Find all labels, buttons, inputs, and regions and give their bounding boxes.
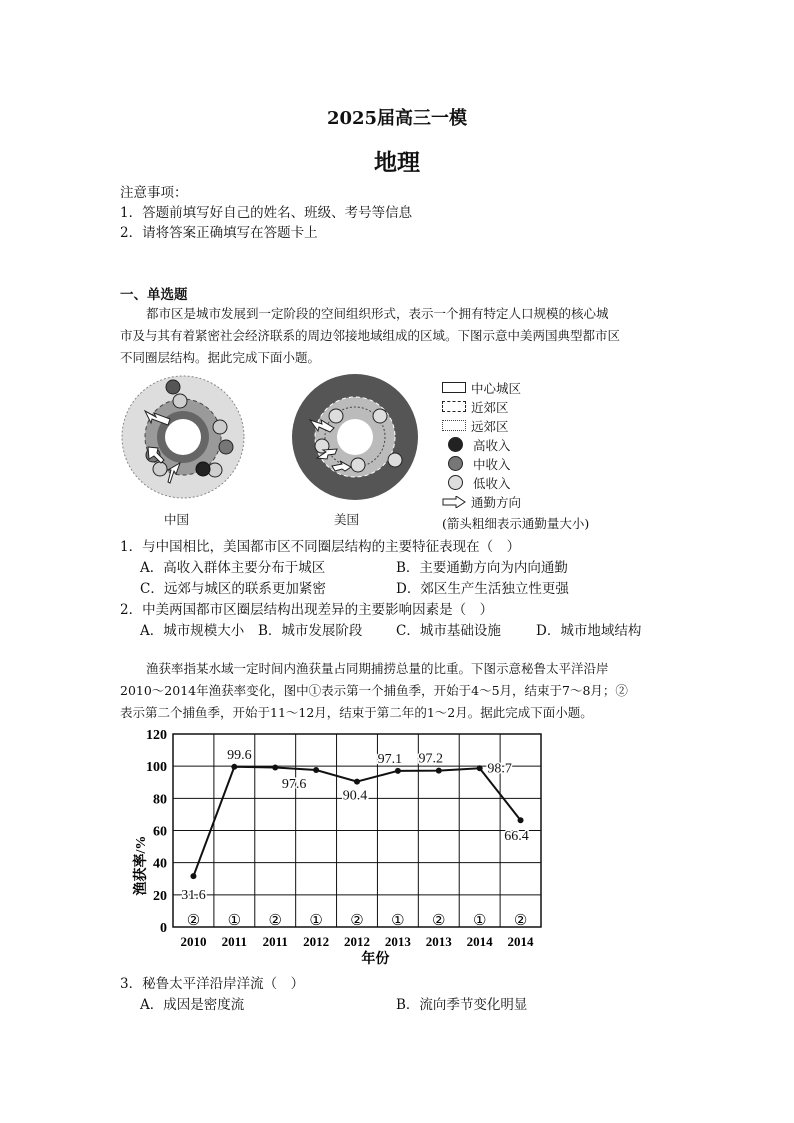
exam-title: 2025届高三一模: [326, 108, 468, 129]
season-marker: ②: [432, 913, 446, 929]
notice-item: 2．请将答案正确填写在答题卡上: [120, 225, 318, 241]
legend-commute: 通勤方向: [471, 494, 522, 510]
q1-stem: 1．与中国相比，美国都市区不同圈层结构的主要特征表现在（ ）: [120, 539, 521, 555]
q2-option-b: B．城市发展阶段: [258, 623, 363, 639]
season-marker: ①: [472, 913, 487, 929]
q2-stem: 2．中美两国都市区圈层结构出现差异的主要影响因素是（ ）: [120, 602, 494, 618]
q2-option-c: C．城市基础设施: [396, 623, 501, 639]
y-tick-label: 120: [146, 728, 167, 743]
passage-2: [120, 658, 680, 724]
notice-item: 1．答题前填写好自己的姓名、班级、考号等信息: [120, 205, 413, 221]
y-tick-label: 40: [153, 856, 167, 872]
legend-note: (箭头粗细表示通勤量大小): [442, 515, 590, 531]
usa-metro-diagram: [290, 372, 420, 502]
legend-center: 中心城区: [471, 380, 522, 396]
y-tick-label: 60: [153, 824, 167, 840]
q1-option-d: D．郊区生产生活独立性更强: [396, 581, 569, 597]
data-label: 90.4: [342, 788, 368, 804]
high-income-dot: [448, 437, 463, 452]
season-marker: ①: [309, 913, 323, 929]
commute-arrow-icon: [442, 496, 466, 508]
legend-high: 高收入: [473, 437, 511, 453]
season-marker: ②: [513, 913, 528, 929]
q3-stem: 3．秘鲁太平洋沿岸洋流（ ）: [120, 976, 305, 992]
data-label: 99.6: [227, 747, 252, 763]
x-tick-label: 2012: [303, 934, 330, 949]
x-tick-label: 2010: [180, 934, 207, 949]
legend-near: 近郊区: [471, 399, 509, 415]
x-tick-label: 2014: [507, 934, 534, 949]
legend-low: 低收入: [473, 475, 511, 491]
data-point: [477, 765, 483, 771]
x-tick-label: 2013: [425, 934, 452, 949]
section-heading: 一、单选题: [120, 287, 188, 303]
passage-line: 不同圈层结构。据此完成下面小题。: [120, 350, 321, 365]
passage-line: 渔获率指某水域一定时间内渔获量占同期捕捞总量的比重。下图示意秘鲁太平洋沿岸: [146, 661, 609, 676]
data-point: [313, 767, 319, 773]
x-axis-title: 年份: [361, 952, 390, 967]
data-point: [395, 768, 401, 774]
catch-rate-chart: [110, 725, 560, 970]
q1-option-c: C．远郊与城区的联系更加紧密: [140, 581, 326, 597]
passage-line: 2010～2014年渔获率变化，图中①表示第一个捕鱼季，开始于4～5月，结束于7～8月；②: [120, 683, 628, 698]
y-tick-label: 80: [153, 792, 167, 808]
season-marker: ②: [186, 913, 201, 929]
passage-line: 表示第二个捕鱼季，开始于11～12月，结束于第二年的1～2月。据此完成下面小题。: [120, 705, 593, 720]
data-label: 97.6: [281, 777, 307, 793]
legend-far: 远郊区: [471, 418, 509, 434]
x-tick-label: 2012: [344, 934, 370, 949]
q2-option-d: D．城市地域结构: [536, 623, 642, 639]
data-label: 97.2: [418, 751, 444, 767]
mid-income-dot: [448, 456, 463, 471]
x-tick-label: 2011: [221, 934, 247, 949]
subject-title: 地理: [374, 149, 420, 176]
q1-option-b: B．主要通勤方向为内向通勤: [396, 560, 568, 576]
china-metro-diagram: [118, 375, 248, 500]
data-point: [272, 764, 278, 770]
passage-line: 市及与其有着紧密社会经济联系的周边邻接地域组成的区域。下图示意中美两国典型都市区: [120, 328, 621, 343]
season-marker: ①: [227, 913, 242, 929]
season-marker: ①: [391, 913, 405, 929]
china-label: 中国: [164, 512, 190, 527]
near-suburb-swatch: [442, 401, 466, 412]
y-tick-label: 0: [160, 921, 167, 936]
data-point: [190, 873, 196, 879]
y-tick-label: 100: [146, 760, 167, 776]
legend: [442, 378, 589, 532]
q3-option-b: B．流向季节变化明显: [396, 997, 528, 1013]
data-label: 31.6: [181, 888, 206, 904]
center-city-swatch: [442, 382, 466, 393]
data-point: [354, 779, 360, 785]
x-tick-label: 2013: [384, 934, 411, 949]
data-point: [436, 768, 442, 774]
season-marker: ②: [350, 913, 364, 929]
q3-option-a: A．成因是密度流: [140, 997, 245, 1013]
x-tick-label: 2014: [466, 934, 493, 949]
far-suburb-swatch: [442, 420, 466, 431]
low-income-dot: [448, 475, 463, 490]
notice-heading: 注意事项：: [120, 185, 188, 201]
passage-1: [120, 303, 680, 369]
y-tick-label: 20: [153, 888, 167, 904]
data-label: 66.4: [504, 829, 529, 845]
q1-option-a: A．高收入群体主要分布于城区: [140, 560, 326, 576]
data-label: 98.7: [487, 761, 512, 777]
data-point: [518, 817, 524, 823]
passage-line: 都市区是城市发展到一定阶段的空间组织形式，表示一个拥有特定人口规模的核心城: [146, 306, 609, 321]
usa-label: 美国: [334, 512, 360, 527]
legend-mid: 中收入: [473, 456, 511, 472]
data-label: 97.1: [377, 751, 403, 767]
q2-option-a: A．城市规模大小: [140, 623, 245, 639]
season-marker: ②: [268, 913, 282, 929]
x-tick-label: 2011: [262, 934, 288, 949]
data-point: [231, 764, 237, 770]
y-axis-title: 渔获率/%: [134, 835, 149, 896]
